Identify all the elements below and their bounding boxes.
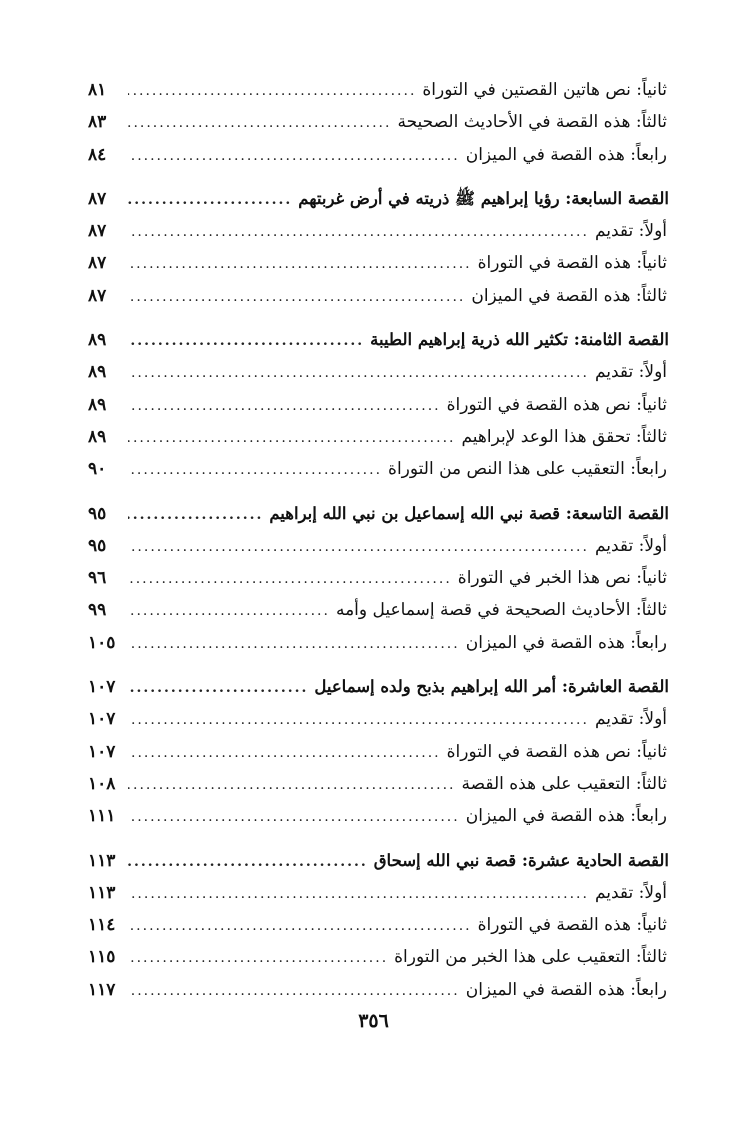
toc-heading-page: ١١٣ <box>88 850 116 871</box>
toc-entry <box>88 453 669 485</box>
toc-entry-title: رابعاً: هذه القصة في الميزان <box>465 979 667 1000</box>
toc-entry <box>88 247 669 279</box>
toc-entry <box>88 594 669 626</box>
dot-leader <box>128 216 589 248</box>
dot-leader <box>128 531 589 563</box>
toc-entry <box>88 562 669 594</box>
dot-leader <box>128 801 460 833</box>
toc-section-story-8 <box>88 324 669 485</box>
toc-entry-page: ٨٣ <box>88 112 107 133</box>
table-of-contents <box>88 74 669 1018</box>
dot-leader <box>128 942 388 974</box>
toc-entry-title: رابعاً: هذه القصة في الميزان <box>465 632 667 653</box>
toc-entry <box>88 139 669 171</box>
toc-entry-title: رابعاً: التعقيب على هذا النص من التوراة <box>388 459 667 480</box>
dot-leader <box>128 563 452 595</box>
dot-leader <box>128 75 416 107</box>
toc-entry-page: ٨٧ <box>88 285 107 306</box>
toc-heading <box>88 498 669 530</box>
toc-entry-page: ١٠٧ <box>88 741 116 762</box>
toc-entry-page: ١٠٧ <box>88 709 116 730</box>
dot-leader <box>128 878 589 910</box>
dot-leader <box>128 910 472 942</box>
toc-entry-title: أولاً: تقديم <box>594 709 667 730</box>
toc-entry-page: ٨٧ <box>88 253 107 274</box>
toc-entry-page: ١٠٨ <box>88 773 116 794</box>
toc-entry <box>88 768 669 800</box>
toc-entry-title: رابعاً: هذه القصة في الميزان <box>465 806 667 827</box>
dot-leader <box>128 454 382 486</box>
toc-entry-title: ثالثاً: هذه القصة في الأحاديث الصحيحة <box>397 112 667 133</box>
dot-leader <box>128 107 391 139</box>
dot-leader <box>128 846 368 878</box>
toc-section-story-7 <box>88 183 669 312</box>
toc-entry <box>88 215 669 247</box>
toc-heading-page: ٨٧ <box>88 188 107 209</box>
dot-leader <box>128 628 460 660</box>
toc-entry-page: ١١٥ <box>88 947 116 968</box>
toc-entry <box>88 736 669 768</box>
toc-heading-page: ١٠٧ <box>88 677 116 698</box>
toc-entry-page: ٨٩ <box>88 426 107 447</box>
toc-entry <box>88 106 669 138</box>
dot-leader <box>128 248 472 280</box>
toc-entry <box>88 703 669 735</box>
dot-leader <box>128 769 456 801</box>
toc-entry-title: ثانياً: نص هذه القصة في التوراة <box>446 394 667 415</box>
toc-entry-title: ثالثاً: الأحاديث الصحيحة في قصة إسماعيل وأمه <box>335 600 667 621</box>
dot-leader <box>128 184 292 216</box>
toc-entry <box>88 530 669 562</box>
toc-entry-page: ١١٤ <box>88 915 116 936</box>
toc-entry-page: ٩٩ <box>88 600 107 621</box>
toc-entry-page: ٨٩ <box>88 394 107 415</box>
toc-entry-title: أولاً: تقديم <box>594 221 667 242</box>
dot-leader <box>128 390 441 422</box>
dot-leader <box>128 595 330 627</box>
toc-entry-title: ثانياً: نص هذه القصة في التوراة <box>446 741 667 762</box>
dot-leader <box>128 975 460 1007</box>
toc-entry-title: ثالثاً: تحقق هذا الوعد لإبراهيم <box>461 426 667 447</box>
toc-entry-title: رابعاً: هذه القصة في الميزان <box>465 144 667 165</box>
toc-heading <box>88 845 669 877</box>
toc-heading-title: القصة الثامنة: تكثير الله ذرية إبراهيم الطيبة <box>370 330 669 350</box>
toc-entry-title: ثانياً: نص هاتين القصتين في التوراة <box>422 80 667 100</box>
dot-leader <box>128 325 364 357</box>
toc-heading <box>88 183 669 215</box>
dot-leader <box>128 422 455 454</box>
toc-entry-page: ٨١ <box>88 80 107 100</box>
toc-heading <box>88 324 669 356</box>
page-number: ٣٥٦ <box>358 1010 389 1032</box>
dot-leader <box>128 704 589 736</box>
toc-entry <box>88 974 669 1006</box>
toc-entry-title: أولاً: تقديم <box>594 882 667 903</box>
toc-entry-title: ثالثاً: التعقيب على هذا الخبر من التوراة <box>394 947 667 968</box>
toc-entry-page: ٨٤ <box>88 144 107 165</box>
toc-entry <box>88 941 669 973</box>
toc-entry-page: ٩٥ <box>88 535 107 556</box>
toc-entry-title: ثانياً: هذه القصة في التوراة <box>477 253 667 274</box>
toc-entry-page: ٨٧ <box>88 221 107 242</box>
dot-leader <box>128 672 308 704</box>
toc-entry <box>88 877 669 909</box>
toc-section-story-9 <box>88 498 669 659</box>
toc-entry-page: ٨٩ <box>88 362 107 383</box>
toc-entry-page: ١١٣ <box>88 882 116 903</box>
toc-heading-title: القصة التاسعة: قصة نبي الله إسماعيل بن نبي الله إبراهيم <box>269 503 669 523</box>
toc-entry <box>88 389 669 421</box>
toc-entry-page: ١١١ <box>88 806 116 827</box>
toc-entry <box>88 800 669 832</box>
toc-entry-title: ثالثاً: هذه القصة في الميزان <box>471 285 667 306</box>
toc-entry-page: ٩٦ <box>88 568 107 589</box>
toc-entry-title: ثانياً: نص هذا الخبر في التوراة <box>457 568 667 589</box>
dot-leader <box>128 737 441 769</box>
toc-heading-title: القصة العاشرة: أمر الله إبراهيم بذبح ولده إسماعيل <box>314 677 669 697</box>
dot-leader <box>128 357 589 389</box>
toc-entry <box>88 74 669 106</box>
dot-leader <box>128 140 460 172</box>
toc-entry <box>88 280 669 312</box>
toc-heading <box>88 671 669 703</box>
toc-entry-page: ١٠٥ <box>88 632 116 653</box>
toc-entry <box>88 356 669 388</box>
toc-entry <box>88 421 669 453</box>
dot-leader <box>128 281 465 313</box>
toc-entry-title: أولاً: تقديم <box>594 535 667 556</box>
toc-heading-page: ٨٩ <box>88 330 107 351</box>
toc-entry-page: ٩٠ <box>88 459 107 480</box>
toc-heading-title: القصة الحادية عشرة: قصة نبي الله إسحاق <box>373 850 669 870</box>
toc-entry <box>88 909 669 941</box>
toc-entry-title: أولاً: تقديم <box>594 362 667 383</box>
toc-entry-title: ثانياً: هذه القصة في التوراة <box>477 915 667 936</box>
toc-entry-page: ١١٧ <box>88 979 116 1000</box>
dot-leader <box>128 499 263 531</box>
toc-heading-title: القصة السابعة: رؤيا إبراهيم ﷺ ذريته في أرض غربتهم <box>298 188 669 208</box>
toc-heading-page: ٩٥ <box>88 503 107 524</box>
toc-entry-title: ثالثاً: التعقيب على هذه القصة <box>461 773 667 794</box>
toc-entry <box>88 627 669 659</box>
toc-section-continued <box>88 74 669 171</box>
toc-section-story-11 <box>88 845 669 1006</box>
toc-section-story-10 <box>88 671 669 832</box>
